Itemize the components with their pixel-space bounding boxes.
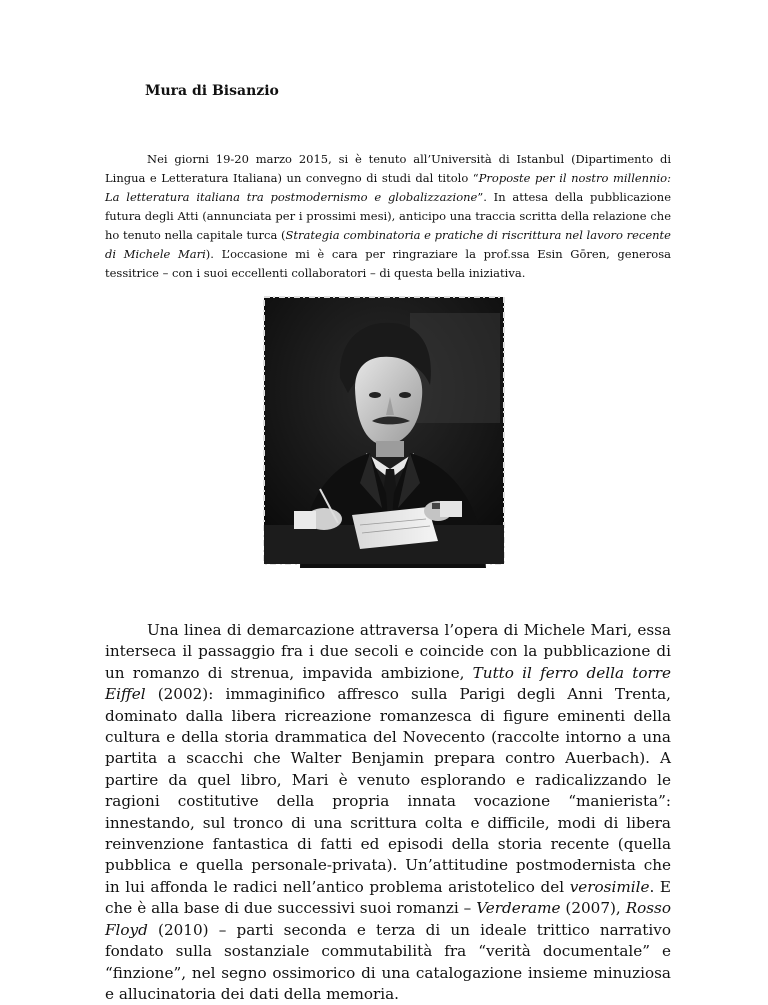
intro-text-3: ). L’occasione mi è cara per ringraziare la prof.ssa Esin Gōren, generosa tessitrice – con i suoi eccellenti collaboratori – di questa bella iniziativa. bbox=[105, 247, 671, 280]
novel-title-verderame: Verderame bbox=[476, 899, 561, 918]
body-text-4: (2007), bbox=[560, 899, 626, 918]
intro-paragraph bbox=[105, 150, 671, 283]
portrait-image bbox=[260, 293, 508, 568]
body-text-2: (2002): immaginifico affresco sulla Parigi degli Anni Trenta, dominato dalla libera ricreazione romanzesca di figure eminenti della cultura e della storia drammatica del Novecento (raccolte intorno a una partita a scacchi che Walter Benjamin prepara contro Auerbach). A partire da quel libro, Mari è venuto esplorando e radicalizzando le ragioni costitutive della propria innata vocazione “manierista”: innestando, sul tronco di una scrittura colta e difficile, modi di libera reinvenzione fantastica di fatti ed episodi della storia recente (quella pubblica e quella personale-privata). Un’attitudine postmodernista che in lui affonda le radici nell’antico problema aristotelico del bbox=[105, 685, 671, 896]
conference-title: Proposte per il nostro millennio: La letteratura italiana tra postmodernismo e globalizzazione bbox=[105, 171, 671, 204]
talk-title: Strategia combinatoria e pratiche di riscrittura nel lavoro recente di Michele Mari bbox=[105, 228, 671, 261]
author-portrait-photo bbox=[260, 293, 508, 568]
body-text-1: Una linea di demarcazione attraversa l’opera di Michele Mari, essa interseca il passaggio fra i due secoli e coincide con la pubblicazione di un romanzo di strenua, impavida ambizione, bbox=[105, 621, 671, 682]
novel-title-eiffel: Tutto il ferro della torre Eiffel bbox=[105, 663, 671, 704]
novel-title-rosso-floyd: Rosso Floyd bbox=[105, 899, 671, 939]
main-paragraph bbox=[105, 620, 671, 1005]
intro-text-1: Nei giorni 19-20 marzo 2015, si è tenuto all’Università di Istanbul (Dipartimento di Lingua e Letteratura Italiana) un convegno di studi dal titolo “ bbox=[105, 152, 671, 185]
intro-text-2: ”. In attesa della pubblicazione futura degli Atti (annunciata per i prossimi mesi), anticipo una traccia scritta della relazione che ho tenuto nella capitale turca ( bbox=[105, 190, 671, 242]
term-verosimile: verosimile bbox=[569, 877, 650, 896]
document-title: Mura di Bisanzio bbox=[145, 83, 279, 99]
body-text-3: . E che è alla base di due successivi suoi romanzi – bbox=[105, 877, 671, 918]
body-text-5: (2010) – parti seconda e terza di un ideale trittico narrativo fondato sulla sostanziale commutabilità fra “verità documentale” e “finzione”, nel segno ossimorico di una catalogazione insieme minuziosa e allucinatoria dei dati della memoria. bbox=[105, 920, 671, 1003]
